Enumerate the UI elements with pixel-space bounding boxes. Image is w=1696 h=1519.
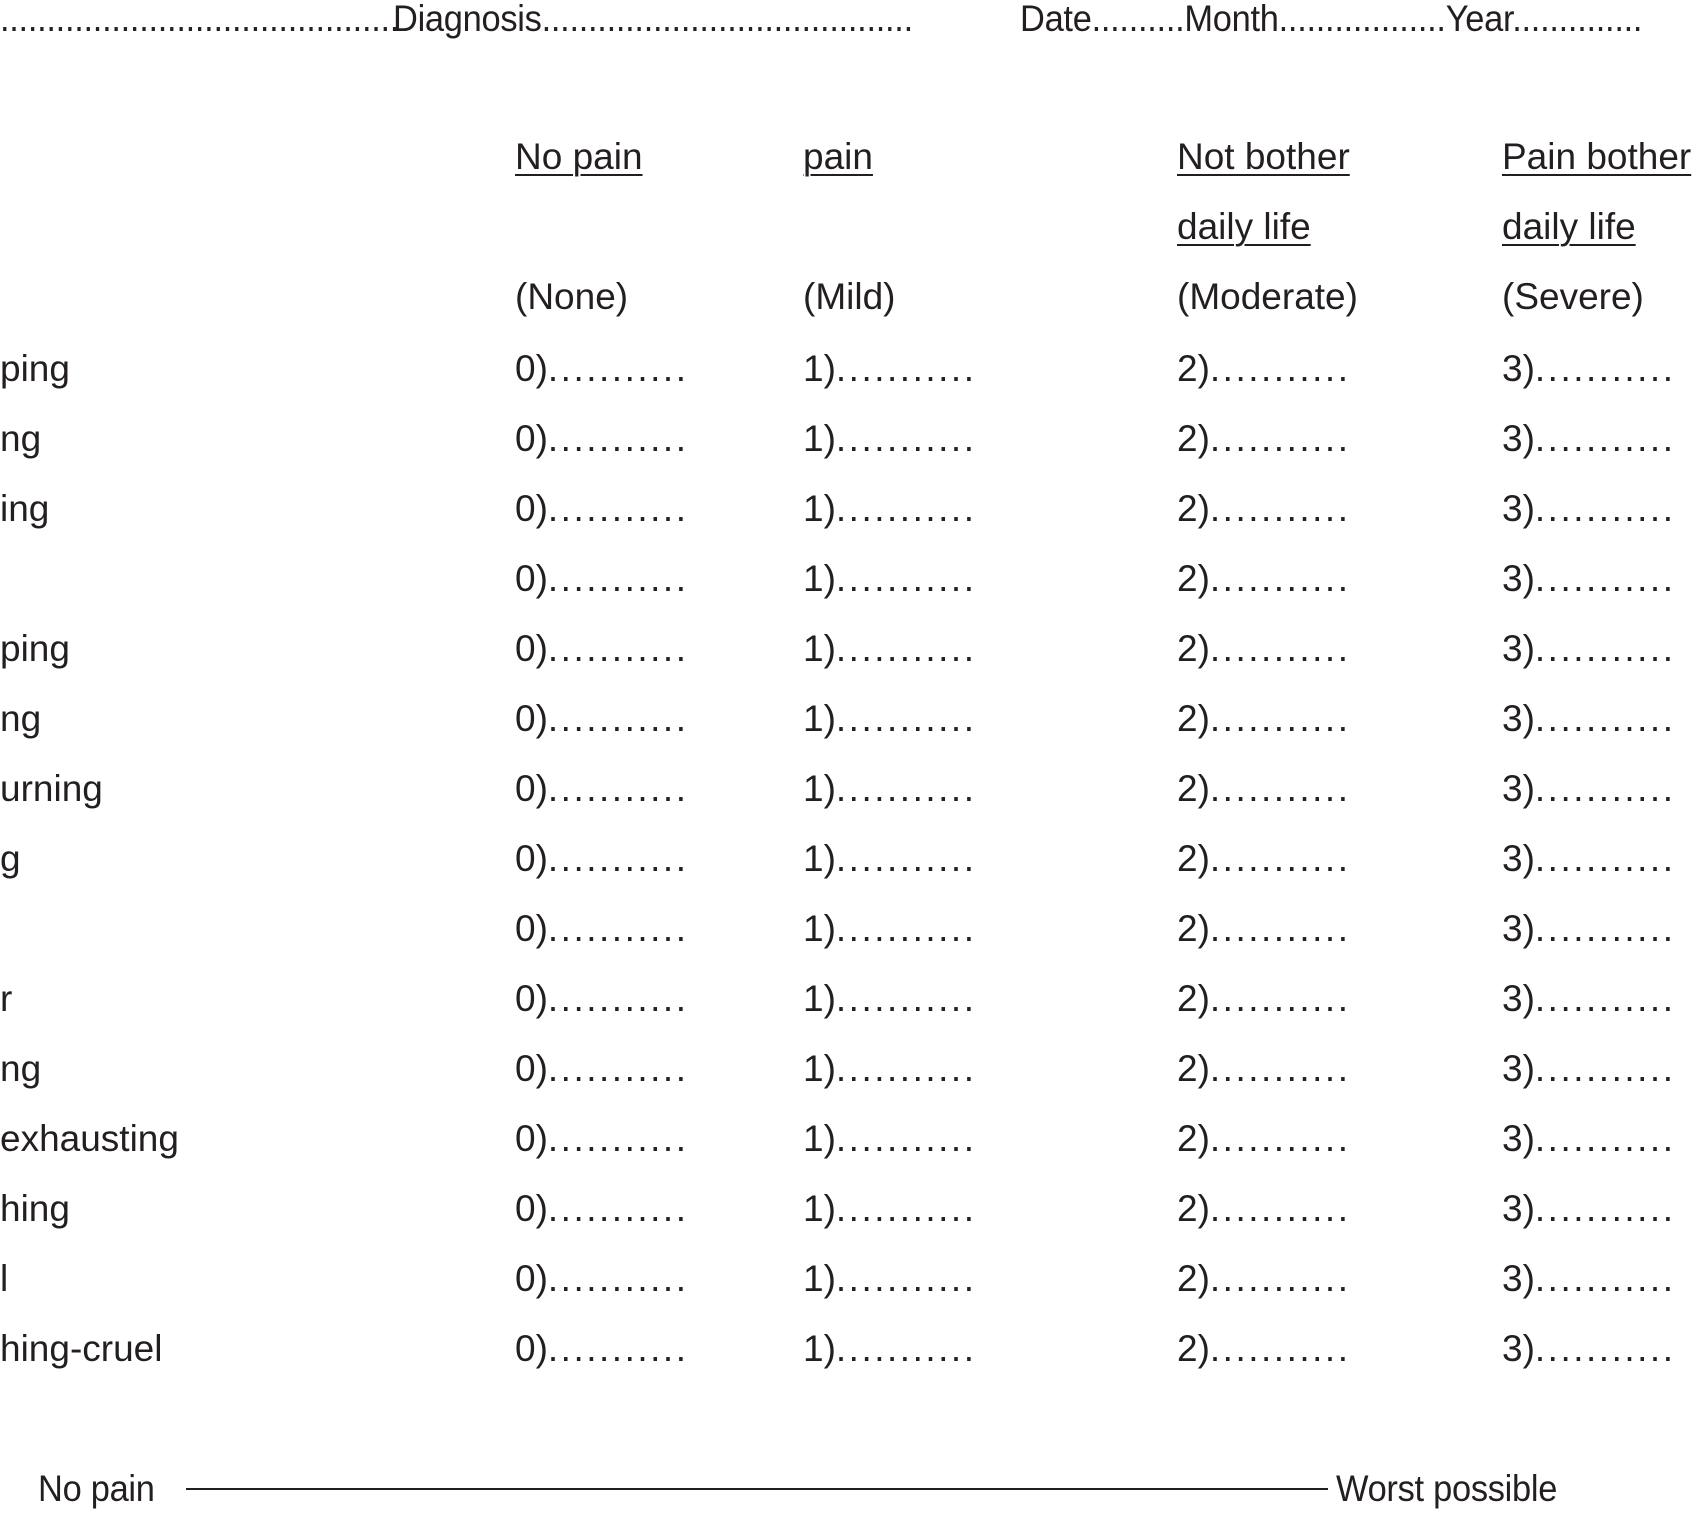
rating-code: 0) bbox=[515, 628, 548, 669]
rating-code: 3) bbox=[1502, 838, 1535, 879]
rating-answer-dots[interactable]: ........... bbox=[1209, 1188, 1351, 1229]
rating-option-2[interactable] bbox=[1177, 980, 1350, 1017]
rating-option-1[interactable] bbox=[803, 490, 976, 527]
date-field bbox=[1020, 0, 1642, 37]
row-label: urning bbox=[0, 768, 103, 809]
rating-code: 0) bbox=[515, 558, 548, 599]
diagnosis-input-dots[interactable]: ........................................ bbox=[541, 0, 913, 39]
rating-code: 2) bbox=[1177, 908, 1210, 949]
rating-code: 2) bbox=[1177, 558, 1210, 599]
rating-answer-dots[interactable]: ........... bbox=[547, 1118, 689, 1159]
rating-option-2[interactable] bbox=[1177, 1190, 1350, 1227]
rating-answer-dots[interactable]: ........... bbox=[1209, 488, 1351, 529]
rating-option-2[interactable] bbox=[1177, 420, 1350, 457]
rating-code: 1) bbox=[803, 488, 836, 529]
rating-option-2[interactable] bbox=[1177, 1330, 1350, 1367]
rating-code: 2) bbox=[1177, 1188, 1210, 1229]
year-input-dots[interactable]: .............. bbox=[1512, 0, 1643, 39]
rating-answer-dots[interactable]: ........... bbox=[1534, 1258, 1676, 1299]
rating-code: 3) bbox=[1502, 1118, 1535, 1159]
rating-code: 1) bbox=[803, 418, 836, 459]
rating-answer-dots[interactable]: ........... bbox=[1209, 1048, 1351, 1089]
rating-option-0[interactable] bbox=[515, 1050, 688, 1087]
rating-answer-dots[interactable]: ........... bbox=[547, 698, 689, 739]
rating-option-3[interactable] bbox=[1502, 630, 1675, 667]
rating-option-0[interactable] bbox=[515, 1260, 688, 1297]
rating-answer-dots[interactable]: ........... bbox=[1534, 1188, 1676, 1229]
rating-answer-dots[interactable]: ........... bbox=[547, 348, 689, 389]
rating-answer-dots[interactable]: ........... bbox=[547, 558, 689, 599]
rating-option-3[interactable] bbox=[1502, 840, 1675, 877]
rating-code: 3) bbox=[1502, 1188, 1535, 1229]
rating-answer-dots[interactable]: ........... bbox=[1209, 978, 1351, 1019]
rating-code: 1) bbox=[803, 978, 836, 1019]
rating-answer-dots[interactable]: ........... bbox=[835, 1258, 977, 1299]
diagnosis-label: Diagnosis bbox=[393, 0, 542, 39]
rating-option-3[interactable] bbox=[1502, 1260, 1675, 1297]
rating-code: 3) bbox=[1502, 1258, 1535, 1299]
column-header-severe-line1: Pain bother bbox=[1502, 136, 1692, 177]
rating-answer-dots[interactable]: ........... bbox=[1209, 838, 1351, 879]
rating-code: 0) bbox=[515, 488, 548, 529]
year-label: Year bbox=[1445, 0, 1513, 39]
column-header-moderate-line2: daily life bbox=[1177, 206, 1311, 247]
rating-answer-dots[interactable]: ........... bbox=[835, 908, 977, 949]
rating-option-1[interactable] bbox=[803, 700, 976, 737]
rating-answer-dots[interactable]: ........... bbox=[547, 1048, 689, 1089]
rating-option-0[interactable] bbox=[515, 1330, 688, 1367]
rating-answer-dots[interactable]: ........... bbox=[1209, 768, 1351, 809]
rating-option-3[interactable] bbox=[1502, 490, 1675, 527]
rating-option-1[interactable] bbox=[803, 980, 976, 1017]
rating-code: 2) bbox=[1177, 628, 1210, 669]
rating-answer-dots[interactable]: ........... bbox=[835, 1328, 977, 1369]
rating-answer-dots[interactable]: ........... bbox=[1209, 628, 1351, 669]
rating-answer-dots[interactable]: ........... bbox=[547, 978, 689, 1019]
row-label: r bbox=[0, 978, 13, 1019]
rating-answer-dots[interactable]: ........... bbox=[1209, 1118, 1351, 1159]
rating-option-0[interactable] bbox=[515, 770, 688, 807]
rating-code: 2) bbox=[1177, 698, 1210, 739]
rating-answer-dots[interactable]: ........... bbox=[835, 978, 977, 1019]
column-header-moderate-line1: Not bother bbox=[1177, 136, 1350, 177]
rating-answer-dots[interactable]: ........... bbox=[1209, 698, 1351, 739]
rating-code: 1) bbox=[803, 558, 836, 599]
rating-option-1[interactable] bbox=[803, 560, 976, 597]
rating-option-1[interactable] bbox=[803, 1050, 976, 1087]
rating-option-1[interactable] bbox=[803, 1120, 976, 1157]
rating-answer-dots[interactable]: ........... bbox=[1534, 488, 1676, 529]
rating-option-0[interactable] bbox=[515, 490, 688, 527]
rating-answer-dots[interactable]: ........... bbox=[835, 1188, 977, 1229]
rating-option-1[interactable] bbox=[803, 630, 976, 667]
rating-code: 2) bbox=[1177, 1048, 1210, 1089]
date-label: Date bbox=[1020, 0, 1092, 39]
rating-code: 3) bbox=[1502, 1048, 1535, 1089]
rating-code: 3) bbox=[1502, 1328, 1535, 1369]
rating-code: 0) bbox=[515, 768, 548, 809]
rating-code: 1) bbox=[803, 628, 836, 669]
rating-code: 3) bbox=[1502, 908, 1535, 949]
form-header bbox=[0, 0, 399, 40]
rating-code: 0) bbox=[515, 348, 548, 389]
rating-answer-dots[interactable]: ........... bbox=[835, 838, 977, 879]
rating-option-3[interactable] bbox=[1502, 1190, 1675, 1227]
rating-option-1[interactable] bbox=[803, 350, 976, 387]
column-header-severe-severity: (Severe) bbox=[1502, 276, 1644, 317]
rating-answer-dots[interactable]: ........... bbox=[1209, 908, 1351, 949]
rating-option-0[interactable] bbox=[515, 350, 688, 387]
rating-option-2[interactable] bbox=[1177, 1050, 1350, 1087]
rating-answer-dots[interactable]: ........... bbox=[547, 1258, 689, 1299]
row-label: exhausting bbox=[0, 1118, 179, 1159]
name-field-dots[interactable]: ........................................... bbox=[0, 0, 400, 39]
rating-answer-dots[interactable]: ........... bbox=[547, 488, 689, 529]
rating-answer-dots[interactable]: ........... bbox=[1534, 908, 1676, 949]
rating-option-1[interactable] bbox=[803, 770, 976, 807]
rating-code: 1) bbox=[803, 348, 836, 389]
rating-answer-dots[interactable]: ........... bbox=[1534, 628, 1676, 669]
rating-code: 0) bbox=[515, 1048, 548, 1089]
rating-option-2[interactable] bbox=[1177, 910, 1350, 947]
date-input-dots[interactable]: .......... bbox=[1091, 0, 1185, 39]
rating-answer-dots[interactable]: ........... bbox=[835, 348, 977, 389]
diagnosis-field bbox=[393, 0, 913, 37]
rating-option-2[interactable] bbox=[1177, 560, 1350, 597]
rating-code: 2) bbox=[1177, 768, 1210, 809]
rating-option-0[interactable] bbox=[515, 630, 688, 667]
rating-answer-dots[interactable]: ........... bbox=[1209, 1258, 1351, 1299]
rating-answer-dots[interactable]: ........... bbox=[1534, 838, 1676, 879]
rating-answer-dots[interactable]: ........... bbox=[1534, 558, 1676, 599]
rating-code: 3) bbox=[1502, 418, 1535, 459]
rating-option-0[interactable] bbox=[515, 1120, 688, 1157]
rating-answer-dots[interactable]: ........... bbox=[1534, 348, 1676, 389]
rating-code: 0) bbox=[515, 1118, 548, 1159]
rating-code: 1) bbox=[803, 1328, 836, 1369]
rating-option-2[interactable] bbox=[1177, 770, 1350, 807]
rating-code: 0) bbox=[515, 838, 548, 879]
rating-answer-dots[interactable]: ........... bbox=[547, 1328, 689, 1369]
rating-answer-dots[interactable]: ........... bbox=[547, 768, 689, 809]
rating-code: 1) bbox=[803, 768, 836, 809]
column-header-severe-line2: daily life bbox=[1502, 206, 1636, 247]
rating-option-1[interactable] bbox=[803, 910, 976, 947]
rating-answer-dots[interactable]: ........... bbox=[1534, 978, 1676, 1019]
column-header-none-severity: (None) bbox=[515, 276, 629, 317]
rating-option-3[interactable] bbox=[1502, 700, 1675, 737]
rating-answer-dots[interactable]: ........... bbox=[1534, 768, 1676, 809]
rating-option-3[interactable] bbox=[1502, 560, 1675, 597]
rating-option-3[interactable] bbox=[1502, 910, 1675, 947]
row-label: ng bbox=[0, 418, 42, 459]
rating-answer-dots[interactable]: ........... bbox=[1534, 1048, 1676, 1089]
rating-option-2[interactable] bbox=[1177, 630, 1350, 667]
rating-answer-dots[interactable]: ........... bbox=[1209, 1328, 1351, 1369]
rating-option-3[interactable] bbox=[1502, 1050, 1675, 1087]
rating-answer-dots[interactable]: ........... bbox=[835, 558, 977, 599]
rating-answer-dots[interactable]: ........... bbox=[547, 628, 689, 669]
rating-answer-dots[interactable]: ........... bbox=[547, 908, 689, 949]
rating-code: 3) bbox=[1502, 698, 1535, 739]
rating-code: 1) bbox=[803, 1188, 836, 1229]
rating-answer-dots[interactable]: ........... bbox=[1534, 418, 1676, 459]
rating-code: 1) bbox=[803, 908, 836, 949]
rating-answer-dots[interactable]: ........... bbox=[1209, 558, 1351, 599]
rating-code: 1) bbox=[803, 838, 836, 879]
row-label: g bbox=[0, 838, 21, 879]
column-header-moderate-severity: (Moderate) bbox=[1177, 276, 1358, 317]
row-label: ng bbox=[0, 698, 42, 739]
rating-answer-dots[interactable]: ........... bbox=[835, 698, 977, 739]
rating-code: 3) bbox=[1502, 978, 1535, 1019]
rating-code: 1) bbox=[803, 1258, 836, 1299]
rating-code: 2) bbox=[1177, 418, 1210, 459]
rating-answer-dots[interactable]: ........... bbox=[1534, 698, 1676, 739]
rating-option-3[interactable] bbox=[1502, 420, 1675, 457]
rating-option-3[interactable] bbox=[1502, 770, 1675, 807]
rating-option-1[interactable] bbox=[803, 420, 976, 457]
row-label: ing bbox=[0, 488, 50, 529]
rating-code: 0) bbox=[515, 1258, 548, 1299]
rating-option-3[interactable] bbox=[1502, 1120, 1675, 1157]
rating-option-0[interactable] bbox=[515, 700, 688, 737]
month-label: Month bbox=[1184, 0, 1279, 39]
row-label: ng bbox=[0, 1048, 42, 1089]
row-label: ping bbox=[0, 348, 70, 389]
scale-left-label: No pain bbox=[38, 1468, 155, 1509]
column-header-none-line1: No pain bbox=[515, 136, 643, 177]
rating-option-0[interactable] bbox=[515, 560, 688, 597]
rating-code: 2) bbox=[1177, 488, 1210, 529]
rating-code: 3) bbox=[1502, 558, 1535, 599]
rating-code: 2) bbox=[1177, 1258, 1210, 1299]
rating-option-2[interactable] bbox=[1177, 840, 1350, 877]
rating-option-1[interactable] bbox=[803, 1330, 976, 1367]
rating-option-0[interactable] bbox=[515, 840, 688, 877]
rating-code: 0) bbox=[515, 1328, 548, 1369]
rating-code: 2) bbox=[1177, 978, 1210, 1019]
rating-code: 3) bbox=[1502, 488, 1535, 529]
rating-option-1[interactable] bbox=[803, 1260, 976, 1297]
rating-option-2[interactable] bbox=[1177, 350, 1350, 387]
rating-option-0[interactable] bbox=[515, 420, 688, 457]
rating-option-1[interactable] bbox=[803, 1190, 976, 1227]
rating-code: 0) bbox=[515, 1188, 548, 1229]
rating-code: 0) bbox=[515, 978, 548, 1019]
rating-answer-dots[interactable]: ........... bbox=[1534, 1118, 1676, 1159]
rating-answer-dots[interactable]: ........... bbox=[835, 1048, 977, 1089]
rating-answer-dots[interactable]: ........... bbox=[835, 488, 977, 529]
rating-answer-dots[interactable]: ........... bbox=[835, 768, 977, 809]
scale-right-label: Worst possible bbox=[1336, 1468, 1558, 1509]
rating-code: 3) bbox=[1502, 768, 1535, 809]
rating-code: 2) bbox=[1177, 1328, 1210, 1369]
rating-code: 1) bbox=[803, 1118, 836, 1159]
rating-answer-dots[interactable]: ........... bbox=[547, 418, 689, 459]
rating-option-0[interactable] bbox=[515, 910, 688, 947]
rating-code: 1) bbox=[803, 1048, 836, 1089]
rating-answer-dots[interactable]: ........... bbox=[547, 1188, 689, 1229]
rating-option-0[interactable] bbox=[515, 1190, 688, 1227]
rating-code: 0) bbox=[515, 698, 548, 739]
column-header-mild-severity: (Mild) bbox=[803, 276, 896, 317]
row-label: ping bbox=[0, 628, 70, 669]
rating-code: 0) bbox=[515, 908, 548, 949]
rating-code: 2) bbox=[1177, 838, 1210, 879]
rating-option-2[interactable] bbox=[1177, 1260, 1350, 1297]
rating-answer-dots[interactable]: ........... bbox=[835, 628, 977, 669]
rating-code: 2) bbox=[1177, 348, 1210, 389]
rating-answer-dots[interactable]: ........... bbox=[1209, 418, 1351, 459]
pain-scale-line[interactable] bbox=[186, 1488, 1328, 1490]
rating-option-3[interactable] bbox=[1502, 1330, 1675, 1367]
rating-option-2[interactable] bbox=[1177, 490, 1350, 527]
rating-answer-dots[interactable]: ........... bbox=[1534, 1328, 1676, 1369]
row-label: hing bbox=[0, 1188, 70, 1229]
rating-answer-dots[interactable]: ........... bbox=[835, 418, 977, 459]
rating-option-1[interactable] bbox=[803, 840, 976, 877]
column-header-mild-line1: pain bbox=[803, 136, 873, 177]
rating-option-3[interactable] bbox=[1502, 350, 1675, 387]
rating-option-3[interactable] bbox=[1502, 980, 1675, 1017]
month-input-dots[interactable]: .................. bbox=[1278, 0, 1446, 39]
rating-answer-dots[interactable]: ........... bbox=[1209, 348, 1351, 389]
rating-code: 2) bbox=[1177, 1118, 1210, 1159]
rating-answer-dots[interactable]: ........... bbox=[835, 1118, 977, 1159]
row-label: l bbox=[0, 1258, 9, 1299]
rating-code: 0) bbox=[515, 418, 548, 459]
rating-option-2[interactable] bbox=[1177, 700, 1350, 737]
rating-option-2[interactable] bbox=[1177, 1120, 1350, 1157]
rating-code: 3) bbox=[1502, 348, 1535, 389]
rating-option-0[interactable] bbox=[515, 980, 688, 1017]
rating-code: 3) bbox=[1502, 628, 1535, 669]
row-label: hing-cruel bbox=[0, 1328, 163, 1369]
rating-answer-dots[interactable]: ........... bbox=[547, 838, 689, 879]
rating-code: 1) bbox=[803, 698, 836, 739]
